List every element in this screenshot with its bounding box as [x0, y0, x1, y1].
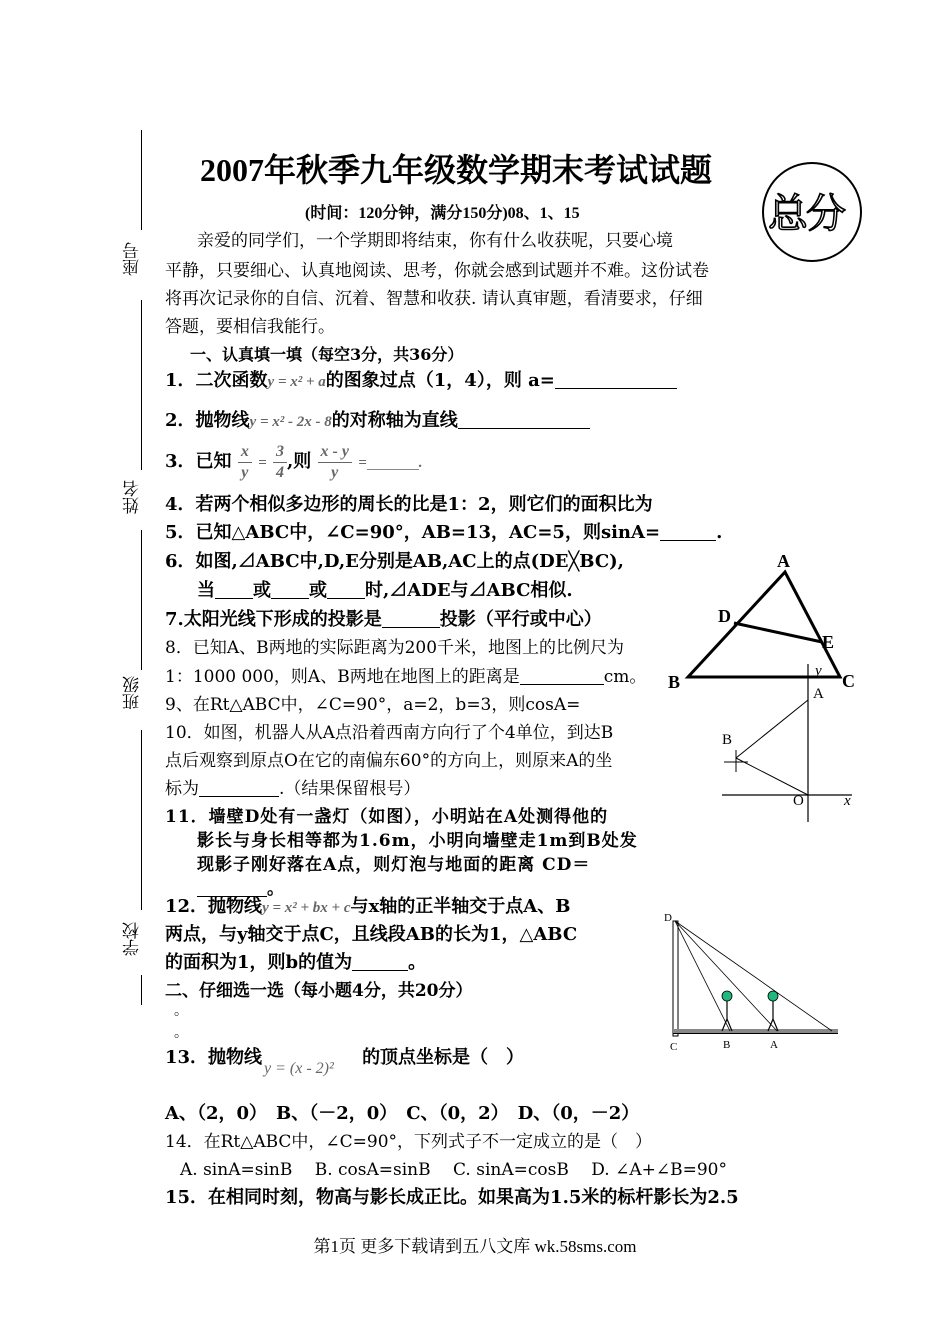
binder-school-label: 学校: [123, 922, 143, 956]
intro-line-2: 平静，只要细心、认真地阅读、思考，你就会感到试题并不难。这份试卷: [165, 261, 709, 281]
question-10-line-2: 点后观察到原点O在它的南偏东60°的方向上，则原来A的坐: [165, 751, 613, 771]
question-3: 3．已知 $\frac{x}{y}$ = $\frac{3}{4}$ ,则 $\frac{x - y}{y}$ = .: [165, 442, 423, 481]
q8-answer-blank[interactable]: [520, 666, 604, 685]
q3-fraction-3: $\frac{x - y}{y}$: [318, 442, 352, 483]
question-12-line-3: 的面积为1，则b的值为 。: [165, 952, 427, 973]
triangle-label-a: A: [777, 551, 790, 571]
q1-answer-blank[interactable]: [555, 370, 677, 389]
segment-bo: [736, 758, 808, 795]
light-ray-3: [675, 921, 730, 1031]
question-11: 11．墙壁D处有一盏灯（如图），小明站在A处测得他的: [165, 807, 609, 827]
question-8: 8．已知A、B两地的实际距离为200千米，地图上的比例尺为: [165, 638, 625, 658]
axes-label-x: x: [844, 793, 851, 809]
person-b-head: [722, 991, 732, 1001]
q6-blank-3[interactable]: [327, 580, 365, 599]
q2-formula: y = x² - 2x - 8: [249, 414, 332, 430]
section-2-heading: 二、仔细选一选（每小题4分，共20分）: [165, 981, 473, 1001]
question-12: 12．抛物线y = x² + bx + c与x轴的正半轴交于点A、B: [165, 896, 571, 917]
binder-line-2: [141, 300, 142, 470]
q1-formula: y = x² + a: [267, 374, 326, 390]
question-13-options: A、（2，0） B、（－2，0） C、（0，2） D、（0，－2）: [165, 1103, 640, 1124]
binder-seat-label: 座号: [123, 242, 143, 276]
question-7: 7.太阳光线下形成的投影是 投影（平行或中心）: [165, 609, 602, 630]
q2-answer-blank[interactable]: [458, 410, 590, 429]
page-title: 2007年秋季九年级数学期末考试试题: [200, 152, 713, 188]
intro-line-4: 答题，要相信我能行。: [165, 317, 335, 337]
lamp-label-a: A: [770, 1039, 778, 1051]
question-11-line-2: 影长与身长相等都为1.6m，小明向墙壁走1m到B处发: [197, 831, 638, 851]
question-2: 2．抛物线y = x² - 2x - 8的对称轴为直线: [165, 406, 590, 437]
q3-fraction-2: $\frac{3}{4}$: [273, 442, 287, 483]
total-score-label: 总分: [768, 191, 844, 237]
q10-answer-blank[interactable]: [199, 778, 279, 797]
ground-hatch: [673, 1029, 838, 1033]
question-9: 9、在Rt△ABC中，∠C=90°，a=2，b=3，则cosA=: [165, 695, 581, 715]
q5-answer-blank[interactable]: [660, 522, 716, 541]
question-13: 13．抛物线 的顶点坐标是（ ）: [165, 1047, 525, 1068]
question-11-line-4: 。: [165, 874, 284, 904]
dot-1: 。: [174, 1003, 188, 1019]
section-1-heading: 一、认真填一填（每空3分，共36分）: [190, 345, 464, 364]
axes-figure: [712, 662, 862, 822]
question-14-options: A. sinA=sinB B. cosA=sinB C. sinA=cosB D. ∠A+∠B=90°: [180, 1160, 727, 1180]
segment-ab: [736, 700, 808, 758]
total-score-seal: [762, 162, 862, 262]
axes-label-a: A: [813, 686, 824, 702]
page-subtitle: (时间：120分钟，满分150分)08、1、15: [305, 205, 580, 222]
q6-blank-2[interactable]: [271, 580, 309, 599]
question-5: 5．已知△ABC中，∠C=90°，AB=13，AC=5，则sinA= .: [165, 522, 723, 543]
q12-formula: y = x² + bx + c: [262, 900, 351, 916]
question-8-line-2: 1：1000 000，则A、B两地在地图上的距离是 cm。: [165, 667, 647, 687]
lamp-figure: [660, 905, 850, 1055]
axes-label-b: B: [722, 732, 733, 748]
q7-answer-blank[interactable]: [382, 609, 440, 628]
question-1: 1．二次函数y = x² + a的图象过点（1，4），则 a=: [165, 366, 677, 397]
axes-label-o: O: [793, 793, 804, 809]
triangle-label-b: B: [668, 672, 681, 690]
question-10: 10．如图，机器人从A点沿着西南方向行了个4单位，到达B: [165, 723, 614, 743]
binder-line-5: [141, 975, 142, 1005]
segment-de: [734, 623, 822, 642]
q3-fraction-1: $\frac{x}{y}$: [238, 442, 252, 483]
question-12-line-2: 两点，与y轴交于点C，且线段AB的长为1，△ABC: [165, 924, 578, 945]
question-15: 15．在相同时刻，物高与影长成正比。如果高为1.5米的标杆影长为2.5: [165, 1187, 739, 1208]
lamp-label-b: B: [723, 1039, 731, 1051]
binder-line-4: [141, 730, 142, 910]
dot-2: 。: [174, 1025, 188, 1041]
q3-answer-blank[interactable]: [367, 451, 419, 470]
binder-class-label: 班级: [123, 676, 143, 710]
question-14: 14．在Rt△ABC中，∠C=90°，下列式子不一定成立的是（ ）: [165, 1132, 653, 1152]
lamp-label-c: C: [670, 1041, 678, 1053]
light-ray-2: [675, 921, 777, 1031]
intro-line-3: 将再次记录你的自信、沉着、智慧和收获. 请认真审题，看清要求，仔细: [165, 289, 703, 309]
intro-line-1: 亲爱的同学们，一个学期即将结束，你有什么收获呢，只要心境: [197, 231, 673, 251]
q12-answer-blank[interactable]: [352, 952, 408, 971]
binder-line-1: [141, 130, 142, 230]
question-4: 4．若两个相似多边形的周长的比是1：2，则它们的面积比为: [165, 494, 653, 515]
light-ray-1: [675, 921, 832, 1031]
axes-label-y: y: [815, 663, 822, 679]
q6-blank-1[interactable]: [215, 580, 253, 599]
lamp-label-d: D: [664, 912, 672, 924]
triangle-label-e: E: [822, 632, 835, 652]
person-a-head: [768, 991, 778, 1001]
page-footer: 第1页 更多下载请到五八文库 wk.58sms.com: [313, 1237, 637, 1256]
q13-formula: y = (x - 2)²: [264, 1060, 334, 1077]
question-6-line-2: 当 或 或 时,⊿ADE与⊿ABC相似.: [197, 580, 573, 601]
wall: [673, 921, 678, 1036]
binder-line-3: [141, 530, 142, 670]
question-6: 6．如图,⊿ABC中,D,E分别是AB,AC上的点(DE╳BC),: [165, 551, 624, 572]
triangle-label-d: D: [718, 606, 731, 626]
binder-name-label: 姓名: [123, 480, 143, 514]
question-10-line-3: 标为 .（结果保留根号）: [165, 779, 421, 799]
triangle-label-c: C: [842, 671, 855, 690]
question-11-line-3: 现影子刚好落在A点，则灯泡与地面的距离 CD＝: [197, 855, 591, 875]
